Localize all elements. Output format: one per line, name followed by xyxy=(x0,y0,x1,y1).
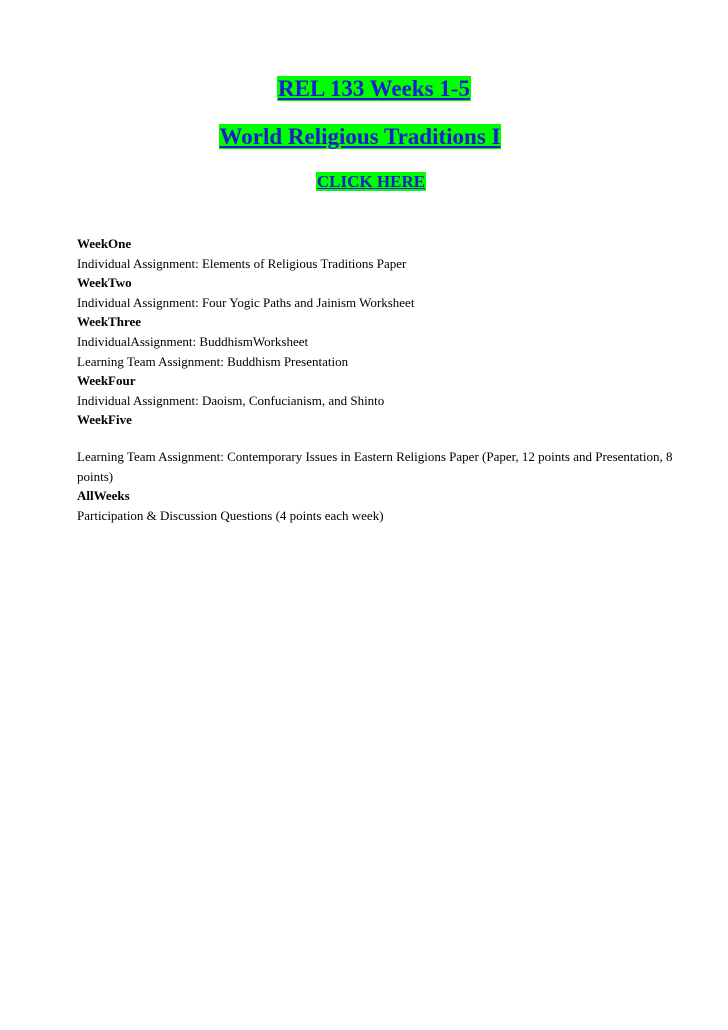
assignment-item: Learning Team Assignment: Contemporary Issues in Eastern Religions Paper (Paper, 12 points and Presentation, 8 points) xyxy=(77,448,673,484)
assignment-item: Participation & Discussion Questions (4 points each week) xyxy=(77,507,384,523)
click-here-link[interactable]: CLICK HERE xyxy=(316,172,426,191)
spacer xyxy=(77,430,687,447)
document-title: REL 133 Weeks 1-5 xyxy=(278,76,470,101)
week-heading-three: WeekThree xyxy=(77,314,142,330)
assignment-item: Individual Assignment: Elements of Religious Traditions Paper xyxy=(77,255,407,271)
click-here-container xyxy=(0,172,728,192)
week-heading-four: WeekFour xyxy=(77,373,136,389)
week-heading-two: WeekTwo xyxy=(77,275,132,291)
week-heading-one: WeekOne xyxy=(77,236,132,251)
title-line-1-container xyxy=(0,76,728,102)
week-heading-all: AllWeeks xyxy=(77,488,130,504)
document-subtitle: World Religious Traditions I xyxy=(219,124,501,149)
assignment-item: IndividualAssignment: BuddhismWorksheet xyxy=(77,333,309,349)
assignment-item: Individual Assignment: Daoism, Confucianism, and Shinto xyxy=(77,392,385,408)
assignment-item: Learning Team Assignment: Buddhism Presentation xyxy=(77,353,349,369)
assignment-item: Individual Assignment: Four Yogic Paths and Jainism Worksheet xyxy=(77,294,415,310)
assignment-list xyxy=(77,234,687,525)
title-line-2-container xyxy=(0,124,728,150)
week-heading-five: WeekFive xyxy=(77,412,132,428)
